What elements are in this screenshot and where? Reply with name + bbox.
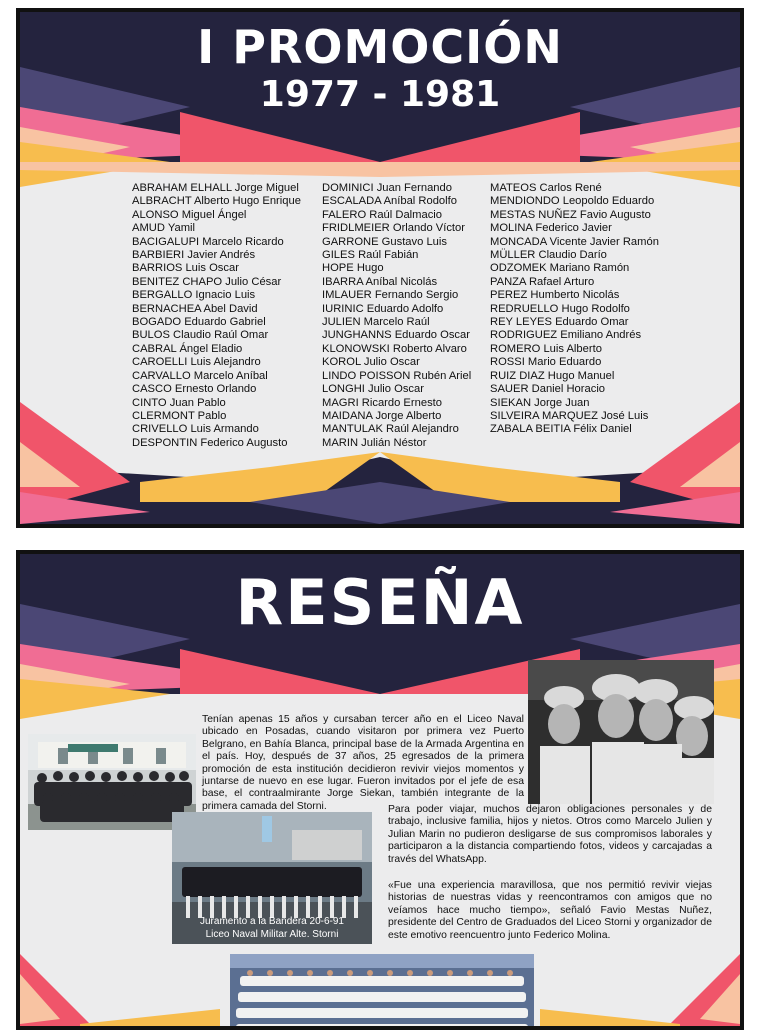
vintage-cadets-photo [528,660,714,804]
graduate-name: BACIGALUPI Marcelo Ricardo [132,235,284,248]
graduate-name: JUNGHANNS Eduardo Oscar [322,329,470,342]
photo-caption-line1: Juramento a la Bandera 20-6-91 [200,916,344,927]
graduate-name: GARRONE Gustavo Luis [322,235,447,248]
graduate-name: MESTAS NUÑEZ Favio Augusto [490,208,651,221]
graduate-name: BARRIOS Luis Oscar [132,262,239,275]
graduate-name: ALONSO Miguel Ángel [132,208,247,221]
graduate-name: CARVALLO Marcelo Aníbal [132,369,268,382]
resena-paragraph-2: Para poder viajar, muchos dejaron obligaciones personales y de trabajo, inclusive familia, hijos y nietos. Otros como Marcelo Julien y Julian Marin no pudieron desligarse de sus compromisos laborales y participaron a la distancia compartiendo fotos, videos y carcajadas a través del WhatsApp. [388,804,712,865]
graduate-name: REDRUELLO Hugo Rodolfo [490,302,630,315]
graduate-name: MAIDANA Jorge Alberto [322,409,442,422]
graduate-name: CLERMONT Pablo [132,409,227,422]
large-group-photo [230,954,534,1030]
graduate-name: MANTULAK Raúl Alejandro [322,423,459,436]
graduate-name: CINTO Juan Pablo [132,396,226,409]
graduate-name: KLONOWSKI Roberto Alvaro [322,342,467,355]
graduate-name: IMLAUER Fernando Sergio [322,289,459,302]
graduate-name: CAROELLI Luis Alejandro [132,356,261,369]
graduate-name: ALBRACHT Alberto Hugo Enrique [132,195,301,208]
graduate-name: CRIVELLO Luis Armando [132,423,259,436]
flag-ceremony-photo [172,812,372,944]
graduate-name: DESPONTIN Federico Augusto [132,436,288,449]
graduate-name: SIEKAN Jorge Juan [490,396,590,409]
graduate-name: HOPE Hugo [322,262,384,275]
graduate-name: ODZOMEK Mariano Ramón [490,262,630,275]
promocion-panel [16,8,744,528]
graduate-name: REY LEYES Eduardo Omar [490,316,629,329]
graduate-name: RODRIGUEZ Emiliano Andrés [490,329,642,342]
graduate-name: JULIEN Marcelo Raúl [322,316,430,329]
graduate-name: MOLINA Federico Javier [490,222,612,235]
graduate-name: SAUER Daniel Horacio [490,383,606,396]
resena-title: RESEÑA [235,566,525,639]
graduate-name: KOROL Julio Oscar [322,356,420,369]
graduate-name: ROMERO Luis Alberto [490,342,602,355]
group-photo-building [28,734,196,830]
graduate-name: BERGALLO Ignacio Luis [132,289,256,302]
graduate-name: FRIDLMEIER Orlando Víctor [322,222,465,235]
graduate-name: ABRAHAM ELHALL Jorge Miguel [132,182,299,194]
graduate-name: BERNACHEA Abel David [132,302,258,315]
graduate-name: PEREZ Humberto Nicolás [490,289,620,302]
names-column-3 [490,182,659,437]
graduate-name: GILES Raúl Fabián [322,249,419,262]
graduate-name: MAGRI Ricardo Ernesto [322,396,442,409]
graduate-name: CABRAL Ángel Eladio [132,342,243,355]
graduate-name: RUIZ DIAZ Hugo Manuel [490,369,615,382]
graduate-name: IURINIC Eduardo Adolfo [322,302,444,315]
graduate-name: MATEOS Carlos René [490,182,602,194]
graduate-name: LINDO POISSON Rubén Ariel [322,369,472,382]
graduate-name: MARIN Julián Néstor [322,436,427,449]
graduate-name: ROSSI Mario Eduardo [490,356,602,369]
graduate-name: IBARRA Aníbal Nicolás [322,275,438,288]
graduate-name: LONGHI Julio Oscar [322,383,424,396]
graduate-name: BARBIERI Javier Andrés [132,249,256,262]
graduate-name: BOGADO Eduardo Gabriel [132,316,266,329]
graduate-name: CASCO Ernesto Orlando [132,383,257,396]
graduate-name: BULOS Claudio Raúl Omar [132,329,269,342]
graduate-name: AMUD Yamil [132,222,195,235]
graduate-name: ESCALADA Aníbal Rodolfo [322,195,457,208]
photo-caption-line2: Liceo Naval Militar Alte. Storni [205,929,339,940]
resena-paragraph-3: «Fue una experiencia maravillosa, que nos permitió revivir viejas historias de nuestras vidas y reencontramos con amigos que no veíamos hace mucho tiempo», señaló Favio Mestas Nuñez, presidente del Centro de Graduados del Liceo Storni y organizador de este emotivo reencuentro junto Federico Molina. [388,880,712,941]
graduate-name: MÜLLER Claudio Darío [490,249,607,262]
names-column-1 [132,182,301,450]
resena-paragraph-1: Tenían apenas 15 años y cursaban tercer año en el Liceo Naval ubicado en Posadas, cuando visitaron por primera vez Puerto Belgrano, en Bahía Blanca, principal base de la Armada Argentina en el país. Hoy, después de 37 años, 25 egresados de la primera promoción de esta institución decidieron revivir viejos momentos y juntarse de nuevo en ese lugar. Fueron invitados por el jefe de esa base, el contraalmirante Jorge Siekan, también integrante de la primera camada del Storni. [202,714,524,812]
graduate-name: ZABALA BEITIA Félix Daniel [490,423,632,436]
graduate-name: SILVEIRA MARQUEZ José Luis [490,409,649,422]
graduate-name: PANZA Rafael Arturo [490,275,595,288]
names-column-2 [322,182,471,450]
resena-panel [16,550,744,1030]
graduate-name: DOMINICI Juan Fernando [322,182,452,194]
promocion-years: 1977 - 1981 [259,74,501,115]
graduate-name: FALERO Raúl Dalmacio [322,208,442,221]
graduate-name: MENDIONDO Leopoldo Eduardo [490,195,655,208]
graduate-name: MONCADA Vicente Javier Ramón [490,235,659,248]
promocion-title: I PROMOCIÓN [197,20,563,74]
graduate-name: BENITEZ CHAPO Julio César [132,275,282,288]
